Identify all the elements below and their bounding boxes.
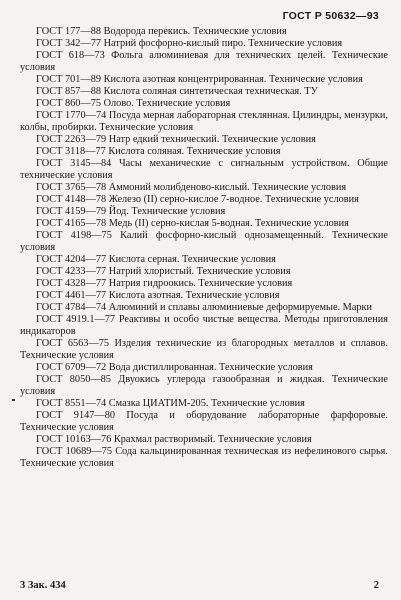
list-item: ГОСТ 342—77 Натрий фосфорно-кислый пиро. Технические условия: [36, 38, 343, 49]
list-item: ГОСТ 4165—78 Медь (II) серно-кислая 5-водная. Технические условия: [36, 218, 349, 229]
list-item: ГОСТ 6563—75 Изделия технические из благородных металлов и сплавов. Технические условия: [20, 338, 388, 361]
page-number: 2: [373, 580, 379, 591]
list-item: ГОСТ 10163—76 Крахмал растворимый. Технические условия: [36, 434, 312, 445]
list-item: ГОСТ 4919.1—77 Реактивы и особо чистые вещества. Методы приготовления индикаторов: [20, 314, 388, 337]
margin-mark: [12, 399, 15, 401]
list-item: ГОСТ 8050—85 Двуокись углерода газообразная и жидкая. Технические условия: [20, 374, 388, 397]
list-item: ГОСТ 3765—78 Аммоний молибденово-кислый. Технические условия: [36, 182, 347, 193]
list-item: ГОСТ 701—89 Кислота азотная концентрированная. Технические условия: [36, 74, 363, 85]
list-item: ГОСТ 4461—77 Кислота азотная. Технические условия: [36, 290, 280, 301]
list-item: ГОСТ 4159—79 Йод. Технические условия: [36, 206, 226, 217]
list-item: ГОСТ 618—73 Фольга алюминиевая для технических целей. Технические условия: [20, 50, 388, 73]
standards-list: [20, 26, 388, 470]
list-item: ГОСТ 4784—74 Алюминий и сплавы алюминиевые деформируемые. Марки: [36, 302, 373, 313]
list-item: ГОСТ 860—75 Олово. Технические условия: [36, 98, 231, 109]
print-order-number: 3 Зак. 434: [20, 580, 66, 591]
list-item: ГОСТ 8551—74 Смазка ЦИАТИМ-205. Технические условия: [36, 398, 305, 409]
list-item: ГОСТ 10689—75 Сода кальцинированная техническая из нефелинового сырья. Технические условия: [20, 446, 388, 469]
list-item: ГОСТ 4328—77 Натрия гидроокись. Технические условия: [36, 278, 293, 289]
list-item: ГОСТ 6709—72 Вода дистиллированная. Технические условия: [36, 362, 313, 373]
list-item: ГОСТ 177—88 Водорода перекись. Технические условия: [36, 26, 287, 37]
list-item: ГОСТ 4233—77 Натрий хлористый. Технические условия: [36, 266, 291, 277]
list-item: ГОСТ 4148—78 Железо (II) серно-кислое 7-водное. Технические условия: [36, 194, 359, 205]
list-item: ГОСТ 3145—84 Часы механические с сигнальным устройством. Общие технические условия: [20, 158, 388, 181]
list-item: ГОСТ 4198—75 Калий фосфорно-кислый однозамещенный. Технические условия: [20, 230, 388, 253]
list-item: ГОСТ 3118—77 Кислота соляная. Технические условия: [36, 146, 281, 157]
list-item: ГОСТ 9147—80 Посуда и оборудование лабораторные фарфоровые. Технические условия: [20, 410, 388, 433]
document-header: ГОСТ Р 50632—93: [282, 10, 379, 22]
list-item: ГОСТ 2263—79 Натр едкий технический. Технические условия: [36, 134, 316, 145]
list-item: ГОСТ 857—88 Кислота соляная синтетическая техническая. ТУ: [36, 86, 318, 97]
list-item: ГОСТ 1770—74 Посуда мерная лабораторная стеклянная. Цилиндры, мензурки, колбы, пробирки. Технические условия: [20, 110, 388, 133]
list-item: ГОСТ 4204—77 Кислота серная. Технические условия: [36, 254, 276, 265]
